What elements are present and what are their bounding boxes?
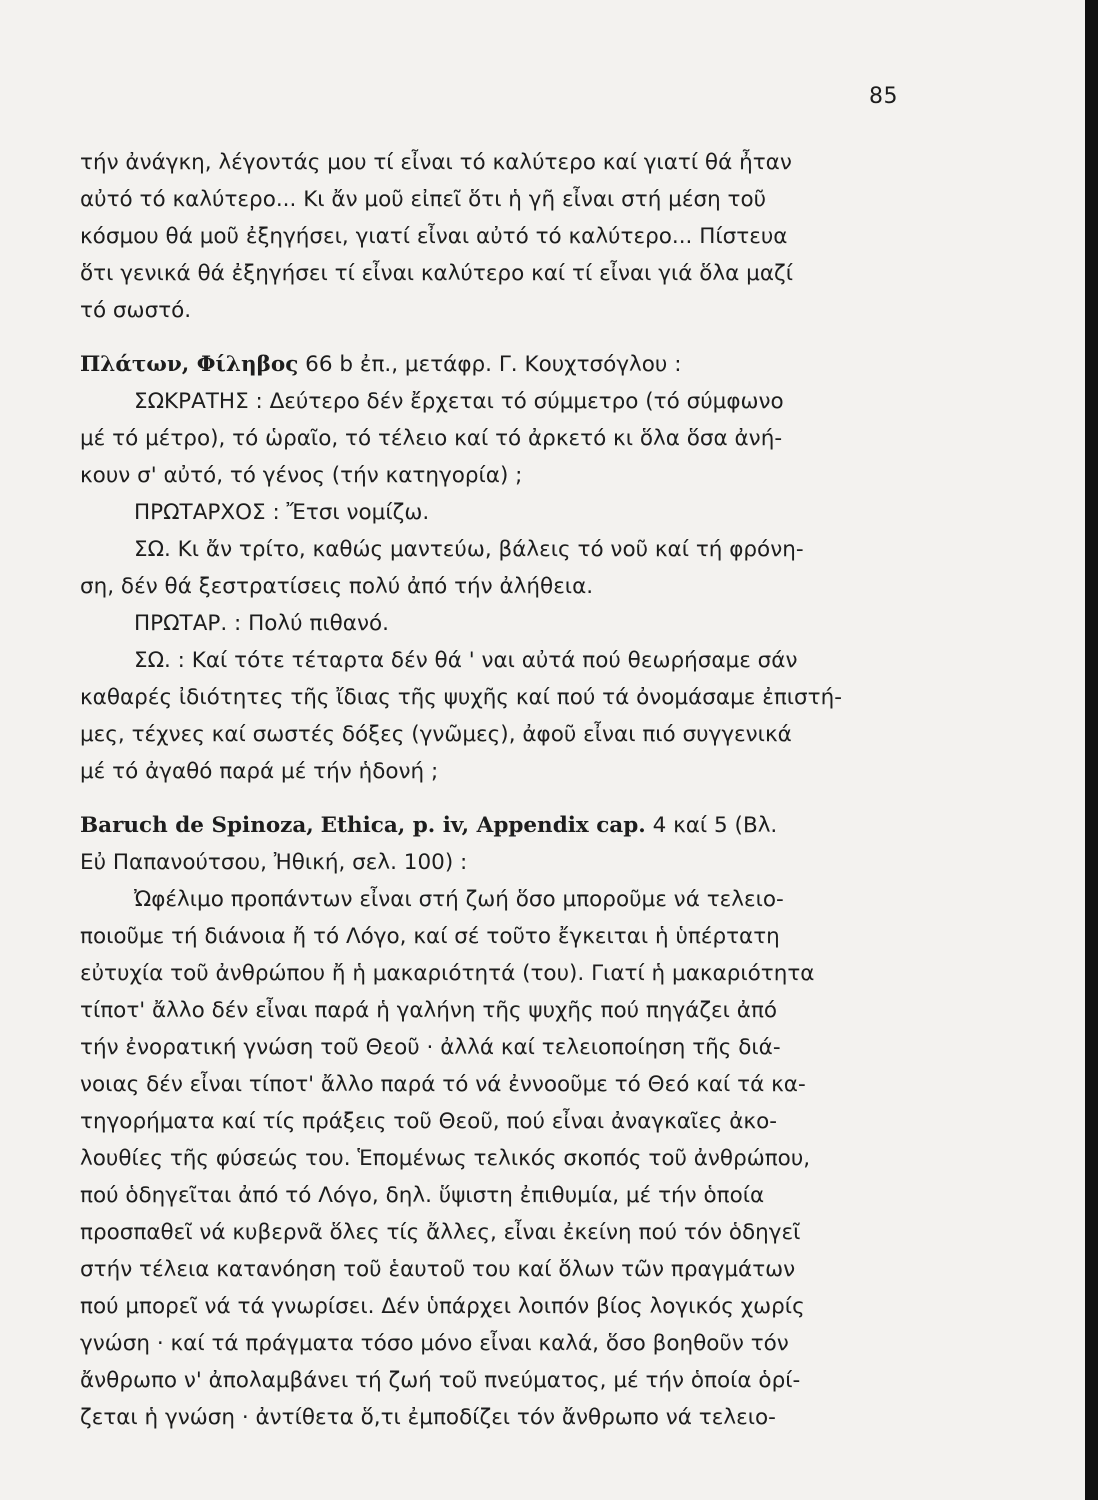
quote-line: τήν ἐνορατική γνώση τοῦ Θεοῦ · ἀλλά καί τελειοποίηση τῆς διά- (80, 1035, 781, 1060)
quote-line: τίποτ' ἄλλο δέν εἶναι παρά ἡ γαλήνη τῆς ψυχῆς πού πηγάζει ἀπό (80, 998, 778, 1023)
text-line: αὐτό τό καλύτερο... Κι ἄν μοῦ εἰπεῖ ὅτι ἡ γῆ εἶναι στή μέση τοῦ (80, 187, 767, 212)
quote-line: ἄνθρωπο ν' ἀπολαμβάνει τή ζωή τοῦ πνεύματος, μέ τήν ὁποία ὁρί- (80, 1368, 801, 1393)
citation-work: Φίληβος (196, 352, 299, 377)
quote-line: ζεται ἡ γνώση · ἀντίθετα ὅ,τι ἐμποδίζει τόν ἄνθρωπο νά τελειο- (80, 1405, 776, 1430)
dialogue-line: ΣΩ. : Καί τότε τέταρτα δέν θά ' ναι αὐτά πού θεωρήσαμε σάν (134, 648, 798, 673)
citation-heading-plato: Πλάτων, Φίληβος 66 b ἐπ., μετάφρ. Γ. Κουχτσόγλου : (80, 352, 682, 377)
quote-line: πού ὁδηγεῖται ἀπό τό Λόγο, δηλ. ὕψιστη ἐπιθυμία, μέ τήν ὁποία (80, 1183, 765, 1208)
page-number: 85 (869, 84, 898, 109)
dialogue-line: μέ τό ἀγαθό παρά μέ τήν ἡδονή ; (80, 759, 439, 784)
dialogue-line: καθαρές ἰδιότητες τῆς ἴδιας τῆς ψυχῆς καί πού τά ὀνομάσαμε ἐπιστή- (80, 685, 843, 710)
quote-line: στήν τέλεια κατανόηση τοῦ ἑαυτοῦ του καί ὅλων τῶν πραγμάτων (80, 1257, 796, 1282)
quote-line: εὐτυχία τοῦ ἀνθρώπου ἤ ἡ μακαριότητά (του). Γιατί ἡ μακαριότητα (80, 961, 815, 986)
citation-author: Baruch de Spinoza, (80, 813, 314, 838)
quote-line: ποιοῦμε τή διάνοια ἤ τό Λόγο, καί σέ τοῦτο ἔγκειται ἡ ὑπέρτατη (80, 924, 780, 949)
dialogue-line: ση, δέν θά ξεστρατίσεις πολύ ἀπό τήν ἀλήθεια. (80, 574, 594, 599)
citation-reference: 4 καί 5 (Βλ. (652, 813, 778, 838)
text-line: κόσμου θά μοῦ ἐξηγήσει, γιατί εἶναι αὐτό τό καλύτερο... Πίστευα (80, 224, 788, 249)
quote-line: πού μπορεῖ νά τά γνωρίσει. Δέν ὑπάρχει λοιπόν βίος λογικός χωρίς (80, 1294, 805, 1319)
text-line: τό σωστό. (80, 298, 192, 323)
dialogue-line: ΠΡΩΤΑΡ. : Πολύ πιθανό. (134, 611, 389, 636)
dialogue-line: κουν σ' αὐτό, τό γένος (τήν κατηγορία) ; (80, 463, 523, 488)
citation-reference: 66 b ἐπ., μετάφρ. Γ. Κουχτσόγλου : (305, 352, 682, 377)
text-line: ὅτι γενικά θά ἐξηγήσει τί εἶναι καλύτερο καί τί εἶναι γιά ὅλα μαζί (80, 261, 793, 286)
dialogue-line: ΠΡΩΤΑΡΧΟΣ : Ἔτσι νομίζω. (134, 500, 430, 525)
citation-work: Ethica, p. iv, Appendix cap. (320, 813, 646, 838)
dialogue-line: ΣΩ. Κι ἄν τρίτο, καθώς μαντεύω, βάλεις τό νοῦ καί τή φρόνη- (134, 537, 804, 562)
citation-heading-spinoza (80, 811, 777, 841)
citation-reference-line: Εὐ Παπανούτσου, Ἠθική, σελ. 100) : (80, 850, 468, 875)
scan-edge-shadow (1085, 0, 1098, 1500)
dialogue-line: μες, τέχνες καί σωστές δόξες (γνῶμες), ἀφοῦ εἶναι πιό συγγενικά (80, 722, 792, 747)
dialogue-line: μέ τό μέτρο), τό ὡραῖο, τό τέλειο καί τό ἀρκετό κι ὅλα ὅσα ἀνή- (80, 426, 783, 451)
text-line: τήν ἀνάγκη, λέγοντάς μου τί εἶναι τό καλύτερο καί γιατί θά ἦταν (80, 150, 792, 175)
quote-line: λουθίες τῆς φύσεώς του. Ἑπομένως τελικός σκοπός τοῦ ἀνθρώπου, (80, 1146, 811, 1171)
quote-line: γνώση · καί τά πράγματα τόσο μόνο εἶναι καλά, ὅσο βοηθοῦν τόν (80, 1331, 789, 1356)
quote-line: νοιας δέν εἶναι τίποτ' ἄλλο παρά τό νά ἐννοοῦμε τό Θεό καί τά κα- (80, 1072, 806, 1097)
citation-author: Πλάτων (80, 352, 182, 377)
quote-line: τηγορήματα καί τίς πράξεις τοῦ Θεοῦ, πού εἶναι ἀναγκαῖες ἀκο- (80, 1109, 778, 1134)
dialogue-line: ΣΩΚΡΑΤΗΣ : Δεύτερο δέν ἔρχεται τό σύμμετρο (τό σύμφωνο (134, 389, 784, 414)
quote-line: Ὠφέλιμο προπάντων εἶναι στή ζωή ὅσο μποροῦμε νά τελειο- (134, 887, 784, 912)
quote-line: προσπαθεῖ νά κυβερνᾶ ὅλες τίς ἄλλες, εἶναι ἐκείνη πού τόν ὁδηγεῖ (80, 1220, 801, 1245)
